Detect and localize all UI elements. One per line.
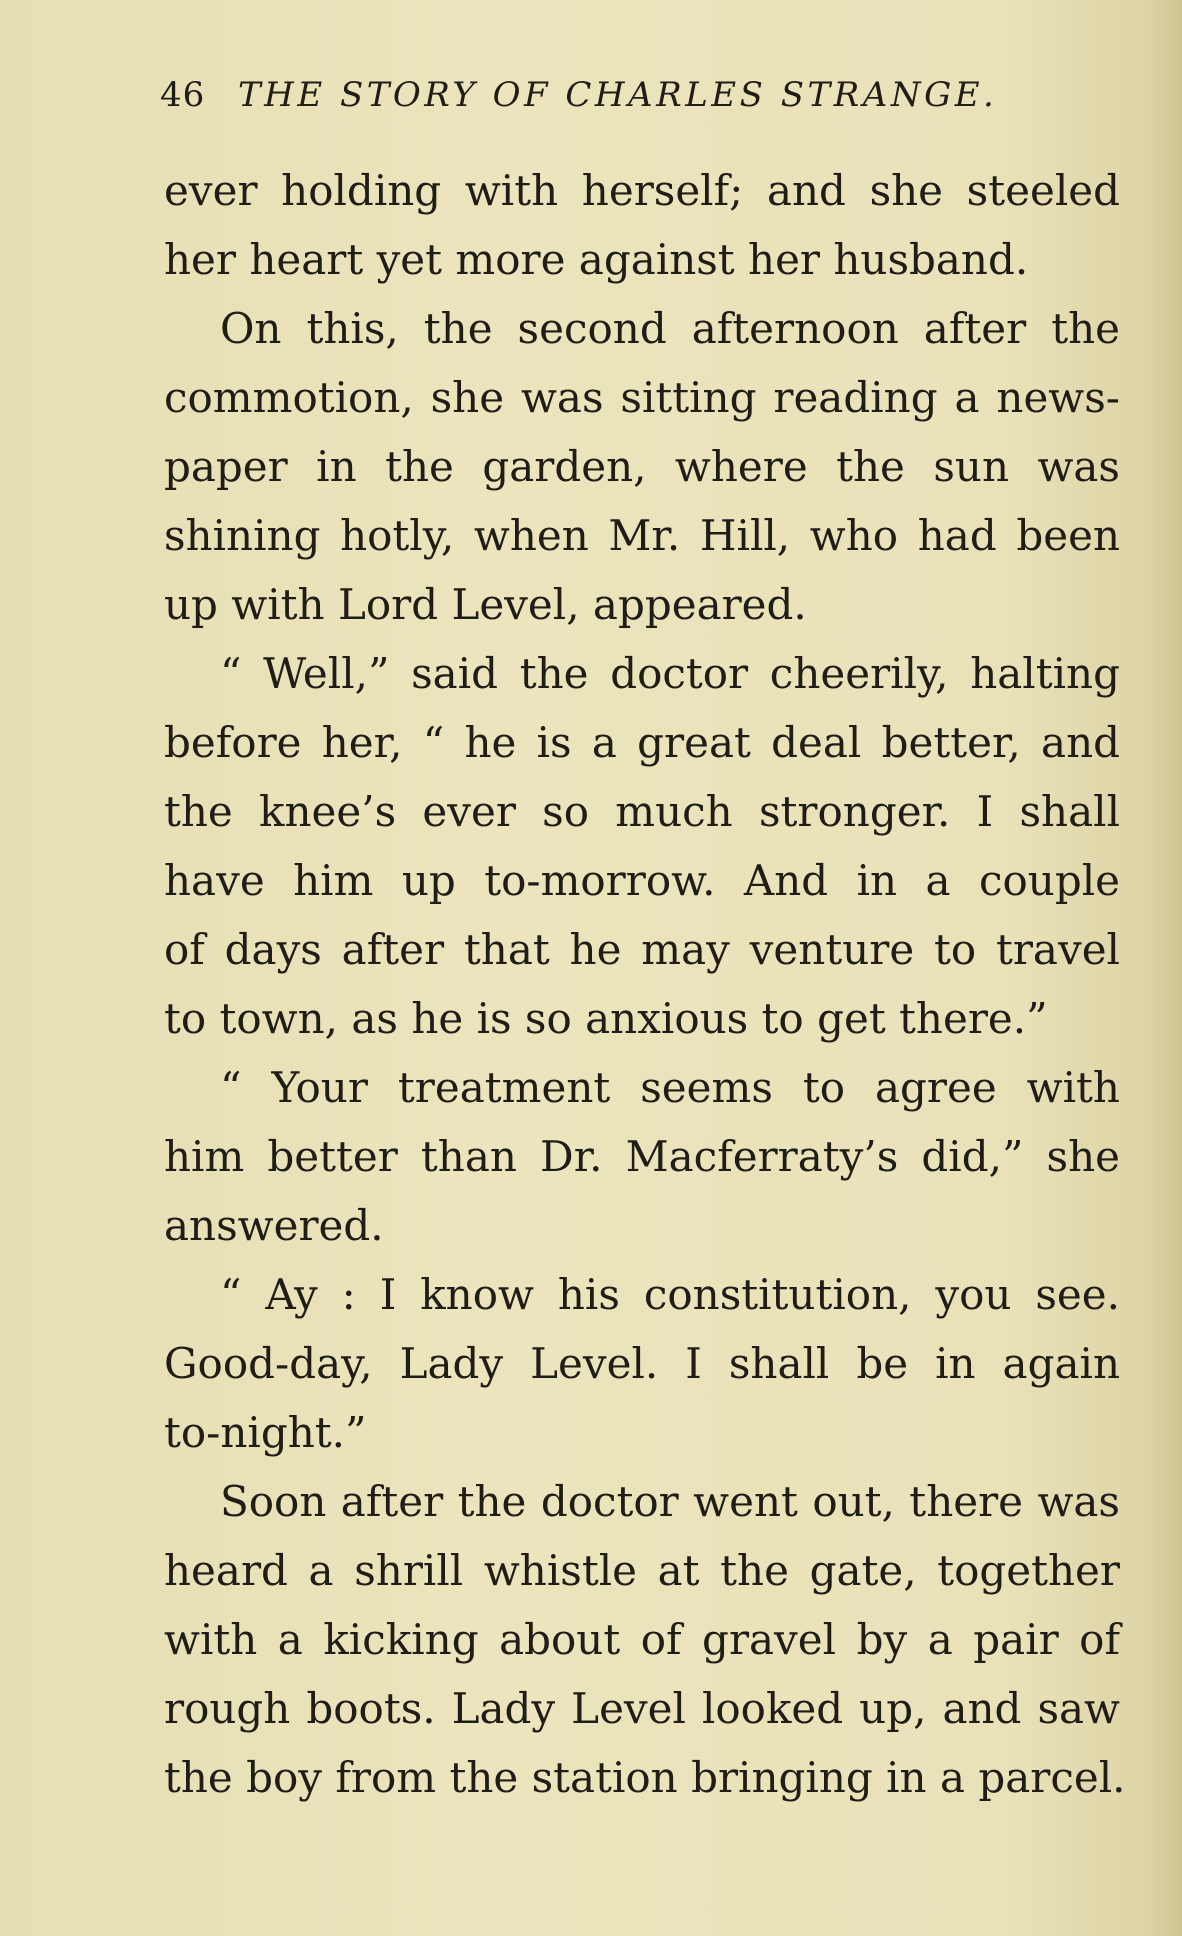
text-line: ever holding with herself; and she steeled xyxy=(164,166,1120,215)
text-line: up with Lord Level, appeared. xyxy=(164,580,807,629)
text-line: commotion, she was sitting reading a news- xyxy=(164,373,1120,422)
text-line: “ Your treatment seems to agree with xyxy=(220,1063,1120,1112)
text-line: the boy from the station bringing in a parcel. xyxy=(164,1753,1126,1802)
text-line: “ Ay : I know his constitution, you see. xyxy=(220,1270,1120,1319)
text-line: with a kicking about of gravel by a pair of xyxy=(164,1615,1120,1664)
page-header xyxy=(160,70,997,120)
text-line: paper in the garden, where the sun was xyxy=(164,442,1120,491)
text-line: On this, the second afternoon after the xyxy=(220,304,1120,353)
text-line: him better than Dr. Macferraty’s did,” she xyxy=(164,1132,1120,1181)
text-line: to-night.” xyxy=(164,1408,367,1457)
text-line: “ Well,” said the doctor cheerily, halting xyxy=(220,649,1120,698)
text-line: of days after that he may venture to travel xyxy=(164,925,1120,974)
text-line: answered. xyxy=(164,1201,384,1250)
text-line: shining hotly, when Mr. Hill, who had been xyxy=(164,511,1120,560)
text-line: the knee’s ever so much stronger. I shall xyxy=(164,787,1120,836)
text-line: Soon after the doctor went out, there was xyxy=(220,1477,1120,1526)
running-title: THE STORY OF CHARLES STRANGE. xyxy=(238,75,998,115)
page-number: 46 xyxy=(160,75,206,115)
text-line: to town, as he is so anxious to get there.” xyxy=(164,994,1048,1043)
text-line: have him up to-morrow. And in a couple xyxy=(164,856,1120,905)
text-line: her heart yet more against her husband. xyxy=(164,235,1029,284)
text-line: rough boots. Lady Level looked up, and saw xyxy=(164,1684,1120,1733)
text-line: Good-day, Lady Level. I shall be in again xyxy=(164,1339,1120,1388)
text-line: before her, “ he is a great deal better, and xyxy=(164,718,1120,767)
text-line: heard a shrill whistle at the gate, together xyxy=(164,1546,1120,1595)
body-text xyxy=(164,156,1126,1812)
